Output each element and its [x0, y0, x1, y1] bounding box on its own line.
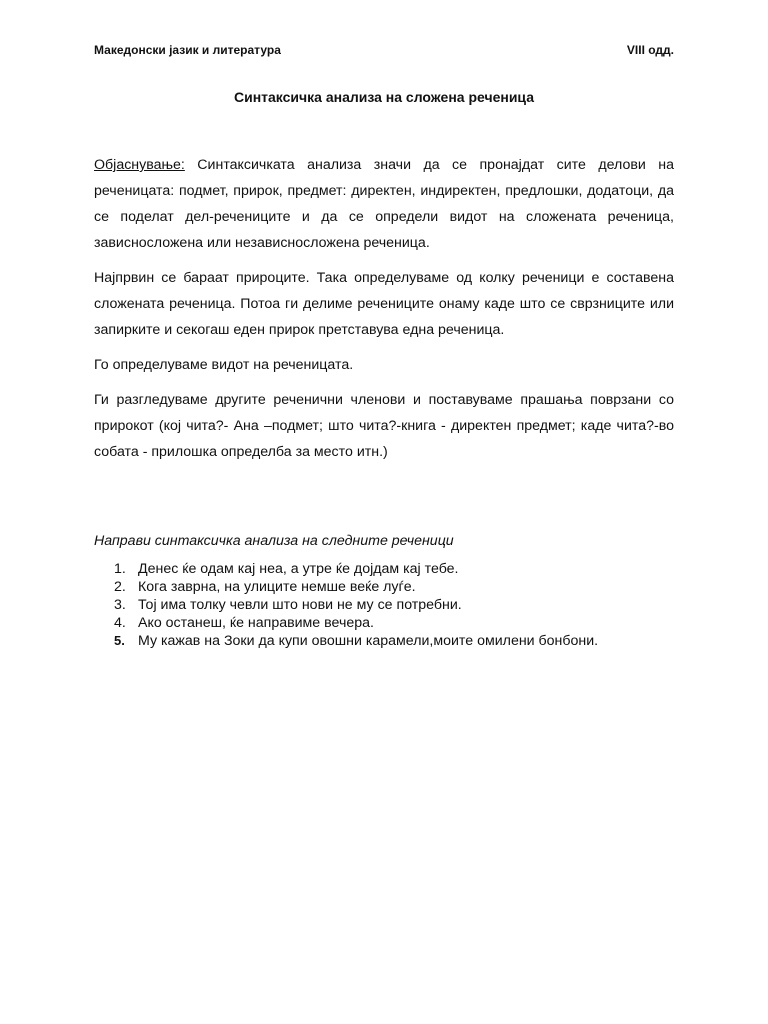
list-item-number: 1.: [114, 561, 126, 577]
paragraph-predicates: Најпрвин се бараат прироците. Така определуваме од колку реченици е составена сложената реченица. Потоа ги делиме речениците онаму каде што се сврзниците или запирките и секогаш еден прирок претставува една реченица.: [94, 270, 674, 338]
header-subject: Македонски јазик и литература: [94, 43, 281, 57]
header-grade: VIII одд.: [626, 43, 674, 57]
explanation-label: Објаснување:: [94, 157, 185, 173]
body-text: [94, 152, 674, 474]
list-item-text: Кога заврна, на улиците немше веќе луѓе.: [138, 579, 416, 595]
list-item: [94, 596, 674, 614]
list-item: [94, 578, 674, 596]
list-item-number: 5.: [114, 633, 125, 648]
explanation-text: Синтаксичката анализа значи да се пронајдат сите делови на реченицата: подмет, прирок, предмет: директен, индиректен, предлошки, додатоци, да се поделат дел-речениците и да се определи видот на сложената реченица, зависносложена или независносложена реченица.: [94, 157, 674, 251]
list-item-number: 2.: [114, 579, 126, 595]
list-item-text: Ако останеш, ќе направиме вечера.: [138, 615, 374, 631]
exercise-list: [94, 560, 674, 650]
list-item-text: Тој има толку чевли што нови не му се потребни.: [138, 597, 462, 613]
exercise-section: [94, 531, 674, 650]
exercise-heading: Направи синтаксичка анализа на следните реченици: [94, 533, 454, 549]
paragraph-sentence-members: Ги разгледуваме другите реченични членови и поставуваме прашања поврзани со прирокот (кој чита?- Ана –подмет; што чита?-книга - директен предмет; каде чита?-во собата - прилошка определба за место итн.): [94, 392, 674, 460]
list-item: [94, 614, 674, 632]
document-title: Синтаксичка анализа на сложена реченица: [233, 89, 534, 105]
paragraph-explanation: [94, 152, 674, 256]
list-item: [94, 560, 674, 578]
list-item-text: Денес ќе одам кај неа, а утре ќе дојдам кај тебе.: [138, 561, 459, 577]
list-item-text: Му кажав на Зоки да купи овошни карамели,моите омилени бонбони.: [138, 633, 599, 649]
paragraph-sentence-type: Го определуваме видот на реченицата.: [94, 357, 354, 373]
list-item: [94, 632, 674, 650]
list-item-number: 4.: [114, 615, 126, 631]
list-item-number: 3.: [114, 597, 126, 613]
